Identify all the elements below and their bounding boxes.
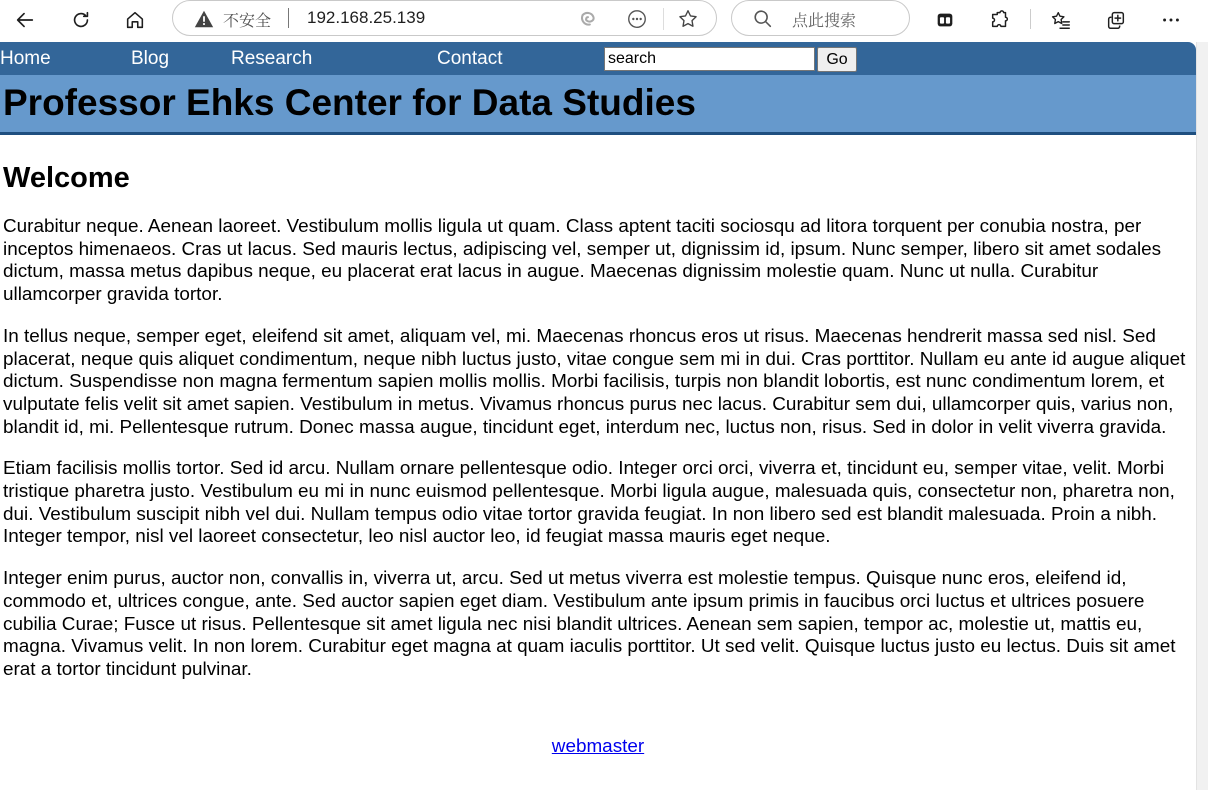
favorites-icon[interactable] [1045,4,1077,36]
menu-icon[interactable] [1155,4,1187,36]
tab-actions-icon[interactable] [929,4,961,36]
site-banner [0,75,1196,135]
browser-search-placeholder: 点此搜索 [792,11,857,30]
address-url[interactable]: 192.168.25.139 [307,8,426,27]
main-content [3,158,1191,701]
site-navbar [0,42,1196,75]
go-button[interactable]: Go [817,47,857,72]
security-label[interactable]: 不安全 [223,11,272,30]
nav-home-link[interactable]: Home [0,48,51,69]
favorite-star-icon[interactable] [676,7,700,31]
webmaster-link[interactable]: webmaster [551,736,645,757]
nav-blog-link[interactable]: Blog [131,48,170,69]
paragraph: In tellus neque, semper eget, eleifend sit amet, aliquam vel, mi. Maecenas rhoncus eros ut risus. Maecenas hendrerit massa sed nisl. Sed placerat, neque quis aliquet condimentum, neque nibh luctus justo, vitae congue sem mi in dui. Cras porttitor. Nullam eu ante id augue aliquet dictum. Suspendisse non magna fermentum sapien mollis mollis. Morbi facilisis, turpis non blandit lobortis, est nunc condimentum lorem, et vulputate felis velit sit amet sapien. Vestibulum in metus. Vivamus rhoncus purus nec lacus. Curabitur sem dui, ullamcorper quis, varius non, blandit id, mi. Pellentesque rutrum. Donec massa augue, tincidunt eget, interdum nec, luctus non, risus. Sed in dolor in velit viverra gravida. [3,325,1186,438]
browser-toolbar [0,0,1208,40]
search-icon [752,8,774,30]
extensions-icon[interactable] [984,4,1016,36]
address-bar[interactable] [172,0,717,36]
site-search-input[interactable] [604,47,815,71]
collections-icon[interactable] [1100,4,1132,36]
nav-research-link[interactable]: Research [231,48,313,69]
paragraph: Etiam facilisis mollis tortor. Sed id arcu. Nullam ornare pellentesque odio. Integer orci orci, viverra et, tincidunt eu, semper vitae, velit. Morbi tristique pharetra justo. Vestibulum eu mi in nunc euismod pellentesque. Morbi ligula augue, malesuada quis, consectetur non, pharetra non, dui. Vestibulum suscipit nibh vel dui. Nullam tempus odio vitae tortor gravida feugiat. In non libero sed est blandit malesuada. Proin a nibh. Integer tempor, nisl vel laoreet consectetur, leo nisl auctor leo, id feugiat massa mauris eget neque. [3,458,1175,548]
nav-contact-link[interactable]: Contact [437,48,503,69]
warning-icon[interactable] [193,8,215,30]
more-options-icon[interactable] [625,7,649,31]
welcome-heading: Welcome [3,162,130,194]
paragraph: Curabitur neque. Aenean laoreet. Vestibulum mollis ligula ut quam. Class aptent taciti sociosqu ad litora torquent per conubia nostra, per inceptos himenaeos. Cras ut lacus. Sed mauris lectus, adipiscing vel, semper ut, dignissim id, ipsum. Nunc semper, libero sit amet sodales dictum, massa metus dapibus neque, eu placerat erat lacus in augue. Maecenas dignissim molestie quam. Nunc ut nulla. Curabitur ullamcorper gravida tortor. [3,216,1162,306]
refresh-icon[interactable] [65,4,97,36]
paragraph: Integer enim purus, auctor non, convallis in, viverra ut, arcu. Sed ut metus viverra est molestie tempus. Quisque nunc eros, eleifend id, commodo et, ultrices congue, ante. Sed auctor sapien eget diam. Vestibulum ante ipsum primis in faucibus orci luctus et ultrices posuere cubilia Curae; Fusce ut risus. Pellentesque sit amet ligula nec nisi blandit ultrices. Aenean sem sapien, tempor ac, molestie ut, mattis eu, magna. Vivamus velit. In non lorem. Curabitur eget magna at quam iaculis porttitor. Ut sed velit. Quisque luctus justo eu lectus. Duis sit amet erat a tortor tincidunt pulvinar. [3,568,1176,680]
page-viewport [0,42,1196,790]
toolbar-separator [1030,9,1031,29]
site-title: Professor Ehks Center for Data Studies [3,82,696,123]
address-separator [663,8,664,30]
address-divider [288,8,289,28]
home-icon[interactable] [119,4,151,36]
back-icon[interactable] [9,4,41,36]
browser-search-box[interactable] [731,0,910,36]
page-footer [0,736,1196,758]
read-aloud-icon[interactable] [576,7,600,31]
vertical-scrollbar[interactable] [1196,42,1208,790]
